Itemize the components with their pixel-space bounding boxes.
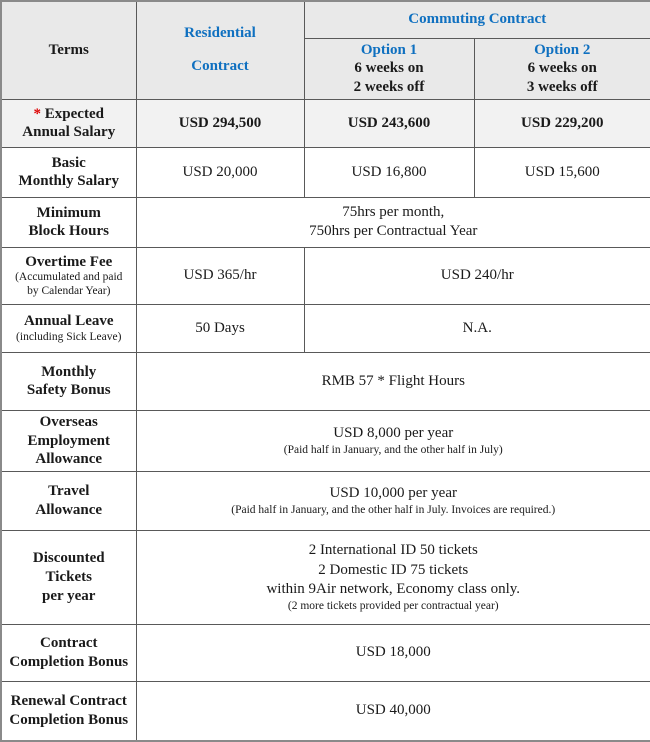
label-annual-leave-title: Annual Leave xyxy=(23,312,114,329)
value-tickets-line1: 2 International ID 50 tickets xyxy=(308,542,478,559)
label-overtime-note-line2: by Calendar Year) xyxy=(27,285,111,298)
label-overseas-line1: Overseas xyxy=(39,413,98,430)
row-travel-allowance xyxy=(1,472,650,531)
row-overtime-fee xyxy=(1,247,650,304)
header-option2-schedule-line2: 3 weeks off xyxy=(526,79,598,95)
row-minimum-block-hours xyxy=(1,197,650,247)
value-travel-amount: USD 10,000 per year xyxy=(329,485,457,502)
value-annual-leave-residential: 50 Days xyxy=(136,304,304,352)
header-option1-schedule-line1: 6 weeks on xyxy=(354,60,424,77)
value-monthly-safety-bonus: RMB 57 * Flight Hours xyxy=(136,352,650,410)
header-option2-schedule-line1: 6 weeks on xyxy=(527,60,597,77)
label-tickets-line2: Tickets xyxy=(45,569,92,586)
label-monthly-safety-bonus xyxy=(1,352,136,410)
label-expected-annual-salary xyxy=(1,99,136,147)
label-annual-leave-note: (including Sick Leave) xyxy=(16,330,122,343)
value-basic-option2: USD 15,600 xyxy=(474,147,650,197)
label-overseas-employment-allowance xyxy=(1,410,136,471)
label-discounted-tickets xyxy=(1,531,136,625)
label-overtime-fee xyxy=(1,247,136,304)
value-minimum-line1: 75hrs per month, xyxy=(342,203,445,220)
label-renewal-line1: Renewal Contract xyxy=(10,693,127,709)
label-travel-line2: Allowance xyxy=(35,502,103,518)
header-option2 xyxy=(474,38,650,99)
value-overseas-note: (Paid half in January, and the other half in July) xyxy=(283,443,503,456)
header-option2-name: Option 2 xyxy=(534,41,591,58)
value-travel-allowance xyxy=(136,472,650,531)
value-discounted-tickets xyxy=(136,531,650,625)
label-completion-line1: Contract xyxy=(40,635,98,652)
header-option1-name: Option 1 xyxy=(360,41,418,58)
row-monthly-safety-bonus xyxy=(1,352,650,410)
label-expected-line1: Expected xyxy=(44,105,104,122)
row-annual-leave xyxy=(1,304,650,352)
label-safety-line1: Monthly xyxy=(41,363,97,380)
header-terms-label: Terms xyxy=(48,41,89,58)
value-overtime-commuting: USD 240/hr xyxy=(304,247,650,304)
label-basic-monthly-salary xyxy=(1,147,136,197)
header-commuting-label: Commuting Contract xyxy=(408,11,547,27)
value-tickets-line3: within 9Air network, Economy class only. xyxy=(266,581,521,598)
label-expected-line2: Annual Salary xyxy=(22,124,116,141)
label-travel-allowance xyxy=(1,472,136,531)
label-travel-line1: Travel xyxy=(48,483,90,500)
label-overseas-line3: Allowance xyxy=(35,451,103,468)
value-minimum-line2: 750hrs per Contractual Year xyxy=(309,223,478,240)
label-tickets-line3: per year xyxy=(42,587,96,604)
value-travel-note: (Paid half in January, and the other half in July. Invoices are required.) xyxy=(231,503,556,516)
label-renewal-line2: Completion Bonus xyxy=(9,711,129,728)
header-commuting-contract xyxy=(304,1,650,38)
header-residential-line2: Contract xyxy=(191,57,249,74)
row-basic-monthly-salary xyxy=(1,147,650,197)
header-residential-line1: Residential xyxy=(184,25,256,42)
value-tickets-note: (2 more tickets provided per contractual year) xyxy=(287,599,499,612)
value-minimum-block-hours xyxy=(136,197,650,247)
label-basic-line2: Monthly Salary xyxy=(18,173,119,190)
value-expected-residential: USD 294,500 xyxy=(136,99,304,147)
value-basic-residential: USD 20,000 xyxy=(136,147,304,197)
label-completion-line2: Completion Bonus xyxy=(9,654,129,670)
label-contract-completion-bonus xyxy=(1,625,136,682)
row-expected-annual-salary xyxy=(1,99,650,147)
value-expected-option1: USD 243,600 xyxy=(304,99,474,147)
value-basic-option1: USD 16,800 xyxy=(304,147,474,197)
label-overtime-title: Overtime Fee xyxy=(25,253,113,270)
row-overseas-employment-allowance xyxy=(1,410,650,471)
header-option1 xyxy=(304,38,474,99)
label-minimum-line1: Minimum xyxy=(36,204,101,221)
label-minimum-line2: Block Hours xyxy=(28,223,109,240)
value-overseas-employment-allowance xyxy=(136,410,650,471)
header-residential-contract xyxy=(136,1,304,99)
value-tickets-line2: 2 Domestic ID 75 tickets xyxy=(318,561,469,578)
label-minimum-block-hours xyxy=(1,197,136,247)
value-renewal-contract-completion-bonus: USD 40,000 xyxy=(136,682,650,741)
label-safety-line2: Safety Bonus xyxy=(26,382,111,399)
value-expected-option2: USD 229,200 xyxy=(474,99,650,147)
value-overseas-amount: USD 8,000 per year xyxy=(333,425,454,442)
header-row-1 xyxy=(1,1,650,38)
label-basic-line1: Basic xyxy=(51,154,86,171)
header-terms xyxy=(1,1,136,99)
row-contract-completion-bonus xyxy=(1,625,650,682)
required-asterisk: * xyxy=(33,105,42,122)
label-overtime-note-line1: (Accumulated and paid xyxy=(15,271,123,284)
row-discounted-tickets xyxy=(1,531,650,625)
value-contract-completion-bonus: USD 18,000 xyxy=(136,625,650,682)
value-overtime-residential: USD 365/hr xyxy=(136,247,304,304)
label-annual-leave xyxy=(1,304,136,352)
header-option1-schedule-line2: 2 weeks off xyxy=(353,79,425,95)
value-annual-leave-commuting: N.A. xyxy=(304,304,650,352)
label-overseas-line2: Employment xyxy=(27,432,110,449)
label-tickets-line1: Discounted xyxy=(32,550,105,567)
